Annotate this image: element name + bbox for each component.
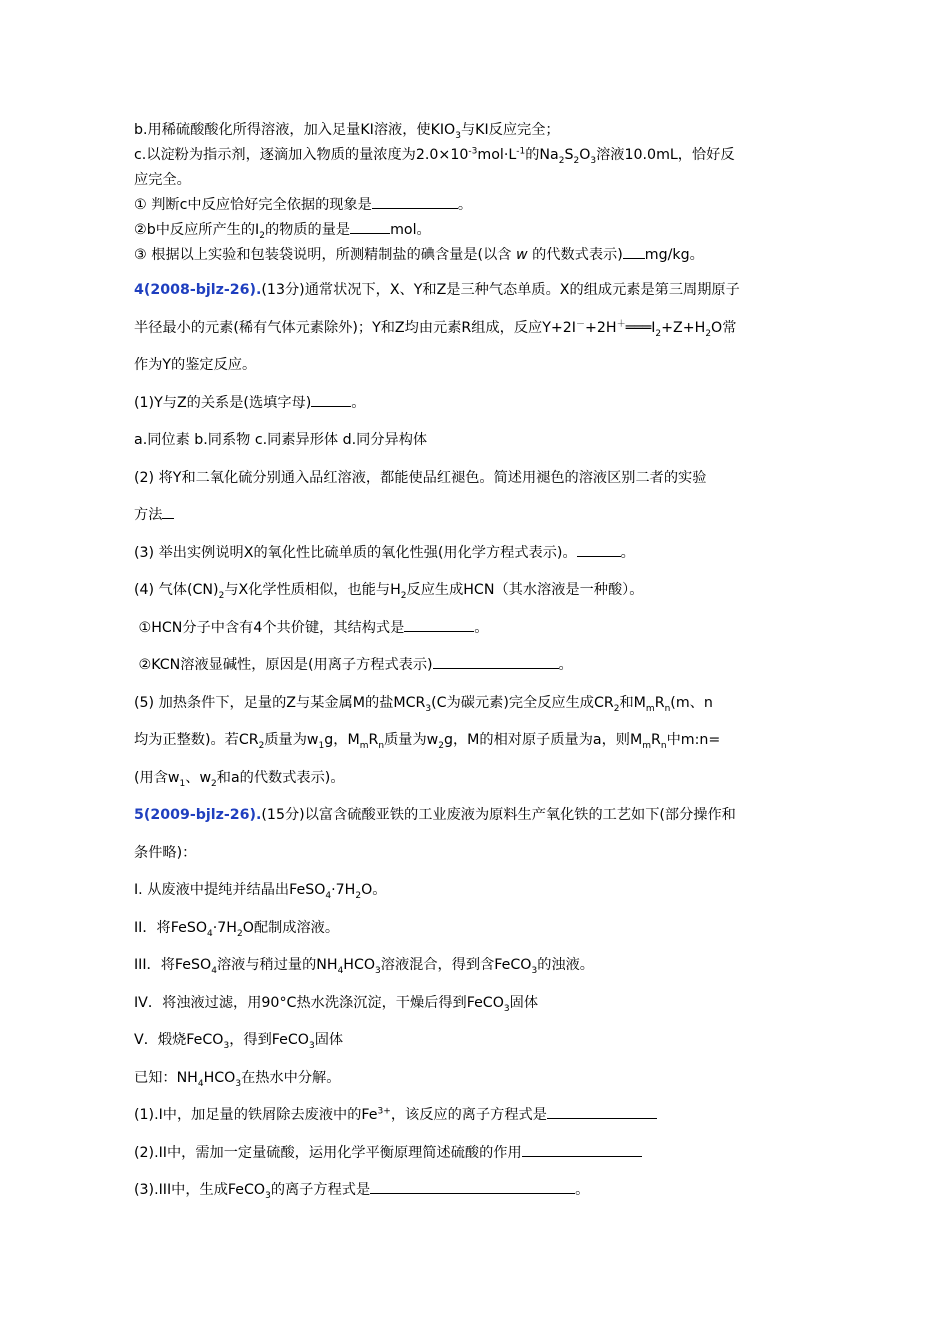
answer-blank[interactable] bbox=[577, 543, 621, 557]
answer-blank[interactable] bbox=[311, 393, 351, 407]
problem-4-text: 作为Y的鉴定反应。 bbox=[134, 357, 257, 373]
answer-blank[interactable] bbox=[547, 1105, 657, 1119]
problem-5-q2: (2).II中，需加一定量硫酸，运用化学平衡原理简述硫酸的作用 bbox=[134, 1135, 818, 1173]
answer-blank[interactable] bbox=[350, 220, 390, 234]
problem-4-q5: (5) 加热条件下，足量的Z与某金属M的盐$MCR_3(C$为碳元素)完全反应生成$CR_2$和$M_mR_n(m$、n bbox=[134, 694, 713, 714]
problem-4-header: 4(2008-bjlz-26).(13分)通常状况下，X、Y和Z是三种气态单质。X的组成元素是第三周期原子 bbox=[134, 282, 740, 298]
line-step-c: c.以淀粉为指示剂，逐滴加入物质的量浓度为$2.0\times 10^{-3}mol\cdot L^{-1}$的$Na_2S_2O_3$溶液10.0mL，恰好反 bbox=[134, 146, 735, 166]
answer-blank[interactable] bbox=[370, 1180, 575, 1194]
answer-blank[interactable] bbox=[433, 655, 559, 669]
answer-blank[interactable] bbox=[522, 1143, 642, 1157]
step-2: II．将$FeSO_4\cdot 7H_2O$配制成溶液。 bbox=[134, 919, 340, 939]
problem-4-q4: (4) 气体$(CN)_2$与X化学性质相似，也能与$H_2$反应生成HCN（其水溶液是一种酸）。 bbox=[134, 582, 644, 601]
question-2: ②b中反应所产生的$I_2$的物质的量是 mol。 bbox=[134, 222, 431, 241]
problem-4-q4-1: ①HCN分子中含有4个共价键，其结构式是 。 bbox=[138, 619, 489, 636]
question-3: ③ 根据以上实验和包装袋说明，所测精制盐的碘含量是(以含 w 的代数式表示) mg/kg。 bbox=[134, 247, 704, 263]
line-step-c-cont: 应完全。 bbox=[134, 172, 191, 188]
line-step-b: b.用稀硫酸酸化所得溶液，加入足量KI溶液，使$KIO_3$与KI反应完全； bbox=[134, 122, 560, 141]
problem-4-text: 半径最小的元素(稀有气体元素除外)；Y和Z均由元素R组成，反应$Y+2I^-+2H^+═══I_2+Z+H_2O$常 bbox=[134, 318, 737, 339]
answer-blank[interactable] bbox=[623, 245, 645, 259]
problem-4-q3: (3) 举出实例说明X的氧化性比硫单质的氧化性强(用化学方程式表示)。 。 bbox=[134, 544, 635, 561]
problem-4-q5: (用含$w_1$、$w_2$和a的代数式表示)。 bbox=[134, 769, 345, 789]
problem-5-q1: (1).I中，加足量的铁屑除去废液中的$Fe^{3+}$，该反应的离子方程式是 bbox=[134, 1097, 818, 1135]
known-note: 已知：$NH_4HCO_3$在热水中分解。 bbox=[134, 1069, 341, 1089]
step-3: III．将FeSO$_4$溶液与稍过量的$NH_4HCO_3$溶液混合，得到含FeCO$_3$的浊液。 bbox=[134, 957, 594, 976]
answer-blank[interactable] bbox=[372, 195, 458, 209]
answer-blank[interactable] bbox=[162, 505, 174, 519]
problem-5-header: 5(2009-bjlz-26).(15分)以富含硫酸亚铁的工业废液为原料生产氧化铁的工艺如下(部分操作和 bbox=[134, 807, 736, 823]
problem-4-q2: (2) 将Y和二氧化硫分别通入品红溶液，都能使品红褪色。简述用褪色的溶液区别二者的实验 bbox=[134, 469, 707, 486]
step-5: V．煅烧FeCO$_3$，得到FeCO$_3$固体 bbox=[134, 1032, 344, 1051]
problem-4-options: a.同位素 b.同系物 c.同素异形体 d.同分异构体 bbox=[134, 432, 428, 448]
answer-blank[interactable] bbox=[404, 618, 474, 632]
problem-5-q3: (3).III中，生成FeCO$_3$的离子方程式是 。 bbox=[134, 1182, 590, 1201]
step-4: IV．将浊液过滤，用90°C热水洗涤沉淀，干燥后得到FeCO$_3$固体 bbox=[134, 994, 539, 1014]
problem-4-q5: 均为正整数)。若$CR_2$质量为$w_1g$，$M_mR_n$质量为$w_2g$，M的相对原子质量为a，则$M_mR_n$中m:n= bbox=[134, 732, 721, 751]
problem-4-q4-2: ②KCN溶液显碱性，原因是(用离子方程式表示) 。 bbox=[138, 657, 573, 673]
problem-5-text: 条件略)： bbox=[134, 844, 197, 861]
step-1: I. 从废液中提纯并结晶出$FeSO_4\cdot 7H_2O$。 bbox=[134, 882, 387, 901]
problem-4-q2: 方法 bbox=[134, 497, 818, 535]
problem-4-q1: (1)Y与Z的关系是(选填字母) 。 bbox=[134, 394, 366, 411]
document-page bbox=[134, 118, 818, 1210]
question-1: ① 判断c中反应恰好完全依据的现象是 。 bbox=[134, 197, 473, 213]
